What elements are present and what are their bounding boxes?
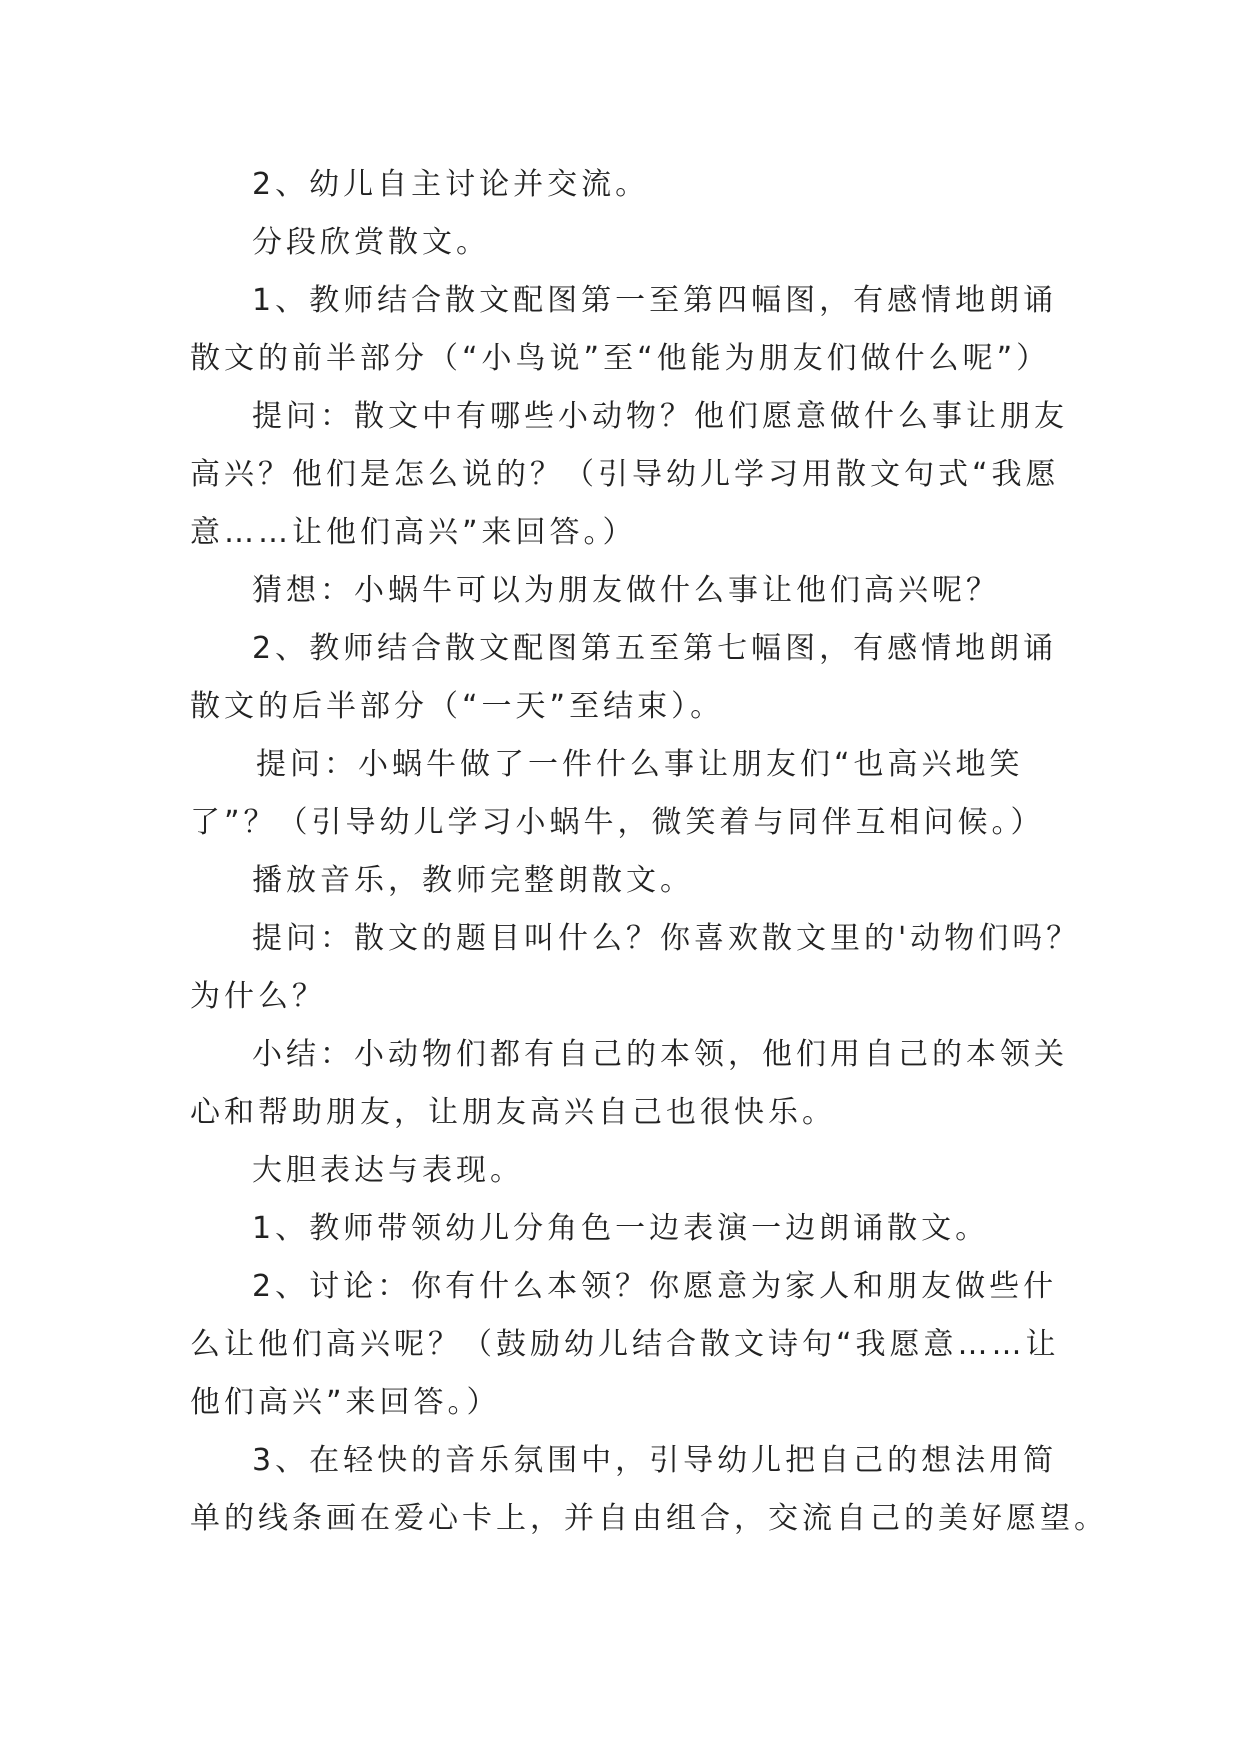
text-line: 提问：小蜗牛做了一件什么事让朋友们“也高兴地笑 bbox=[256, 747, 1024, 782]
text-line: 1、教师带领幼儿分角色一边表演一边朗诵散文。 bbox=[252, 1211, 990, 1246]
text-line: 大胆表达与表现。 bbox=[252, 1153, 524, 1188]
text-line: 么让他们高兴呢？（鼓励幼儿结合散文诗句“我愿意……让 bbox=[190, 1327, 1060, 1362]
text-line: 心和帮助朋友，让朋友高兴自己也很快乐。 bbox=[190, 1095, 836, 1130]
text-line: 他们高兴”来回答。） bbox=[190, 1385, 501, 1420]
text-line: 2、讨论：你有什么本领？你愿意为家人和朋友做些什 bbox=[252, 1269, 1058, 1304]
text-line: 意……让他们高兴”来回答。） bbox=[190, 515, 637, 550]
text-line: 猜想：小蜗牛可以为朋友做什么事让他们高兴呢？ bbox=[252, 573, 1000, 608]
text-line: 散文的后半部分（“一天”至结束）。 bbox=[190, 689, 725, 724]
text-line: 2、幼儿自主讨论并交流。 bbox=[252, 167, 650, 202]
text-line: 了”？（引导幼儿学习小蜗牛，微笑着与同伴互相问候。） bbox=[190, 805, 1045, 840]
text-line: 播放音乐，教师完整朗散文。 bbox=[252, 863, 694, 898]
text-line: 高兴？他们是怎么说的？（引导幼儿学习用散文句式“我愿 bbox=[190, 457, 1060, 492]
text-line: 2、教师结合散文配图第五至第七幅图，有感情地朗诵 bbox=[252, 631, 1058, 666]
text-line: 1、教师结合散文配图第一至第四幅图，有感情地朗诵 bbox=[252, 283, 1058, 318]
text-line: 提问：散文中有哪些小动物？他们愿意做什么事让朋友 bbox=[252, 399, 1068, 434]
text-line: 分段欣赏散文。 bbox=[252, 225, 490, 260]
document-body bbox=[190, 156, 1108, 1548]
text-line: 3、在轻快的音乐氛围中，引导幼儿把自己的想法用简 bbox=[252, 1443, 1058, 1478]
text-line: 为什么？ bbox=[190, 979, 326, 1014]
text-line: 单的线条画在爱心卡上，并自由组合，交流自己的美好愿望。 bbox=[190, 1501, 1108, 1536]
text-line: 散文的前半部分（“小鸟说”至“他能为朋友们做什么呢”） bbox=[190, 341, 1051, 376]
text-line: 小结：小动物们都有自己的本领，他们用自己的本领关 bbox=[252, 1037, 1068, 1072]
text-line: 提问：散文的题目叫什么？你喜欢散文里的'动物们吗？ bbox=[252, 921, 1081, 956]
